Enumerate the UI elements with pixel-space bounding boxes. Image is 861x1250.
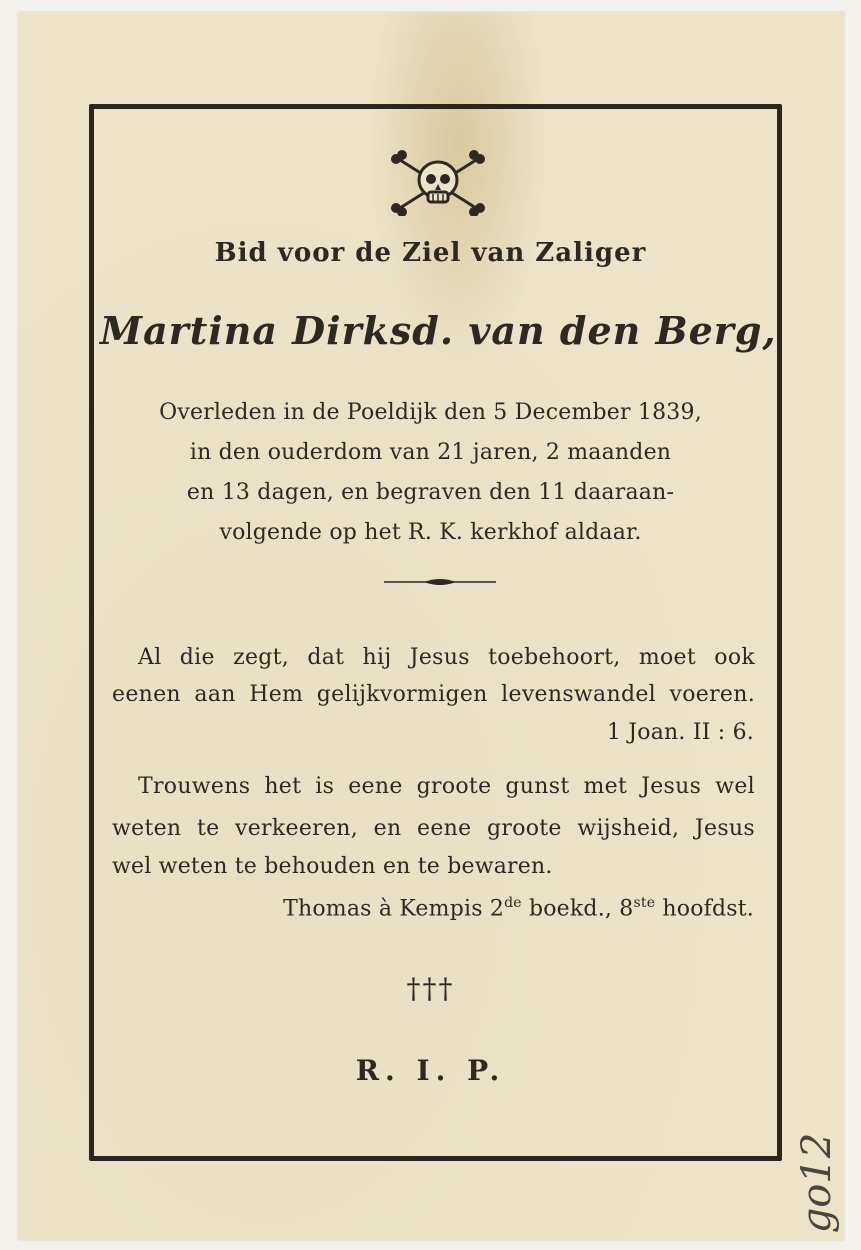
crosses: ††† — [406, 972, 455, 1005]
quote2-line-3: wel weten te behouden en te bewaren. — [112, 854, 553, 879]
detail-line-3: en 13 dagen, en begraven den 11 daaraan- — [186, 480, 675, 505]
detail-line-1: Overleden in de Poeldijk den 5 December 1839, — [159, 400, 702, 425]
quote2-citation — [100, 895, 754, 921]
quote2-line-1: Trouwens het is eene groote gunst met Jesus wel — [138, 774, 755, 799]
deceased-name: Martina Dirksd. van den Berg, — [100, 308, 777, 353]
citation-book: boekd., 8 — [521, 896, 634, 922]
citation-ordinal-2: ste — [633, 895, 656, 911]
quote1-line-2: eenen aan Hem gelijkvormigen levenswandel voeren. — [112, 682, 755, 707]
detail-line-2: in den ouderdom van 21 jaren, 2 maanden — [189, 440, 672, 465]
citation-ordinal-1: de — [504, 895, 522, 911]
rip-closing: R. I. P. — [355, 1054, 506, 1087]
skull-crossbones-icon — [386, 150, 490, 216]
handwritten-catalog-number — [770, 1120, 860, 1234]
citation-author: Thomas à Kempis 2 — [283, 896, 505, 922]
citation-chapter: hoofdst. — [655, 896, 754, 922]
ornament-divider-icon — [384, 576, 496, 588]
detail-line-4: volgende op het R. K. kerkhof aldaar. — [219, 520, 642, 545]
card-heading: Bid voor de Ziel van Zaliger — [214, 238, 647, 268]
quote1-line-1: Al die zegt, dat hij Jesus toebehoort, moet ook — [138, 645, 755, 670]
quote2-line-2: weten te verkeeren, en eene groote wijsheid, Jesus — [112, 816, 755, 841]
quote1-citation: 1 Joan. II : 6. — [606, 720, 754, 745]
catalog-number-text: go12 — [794, 1132, 840, 1234]
